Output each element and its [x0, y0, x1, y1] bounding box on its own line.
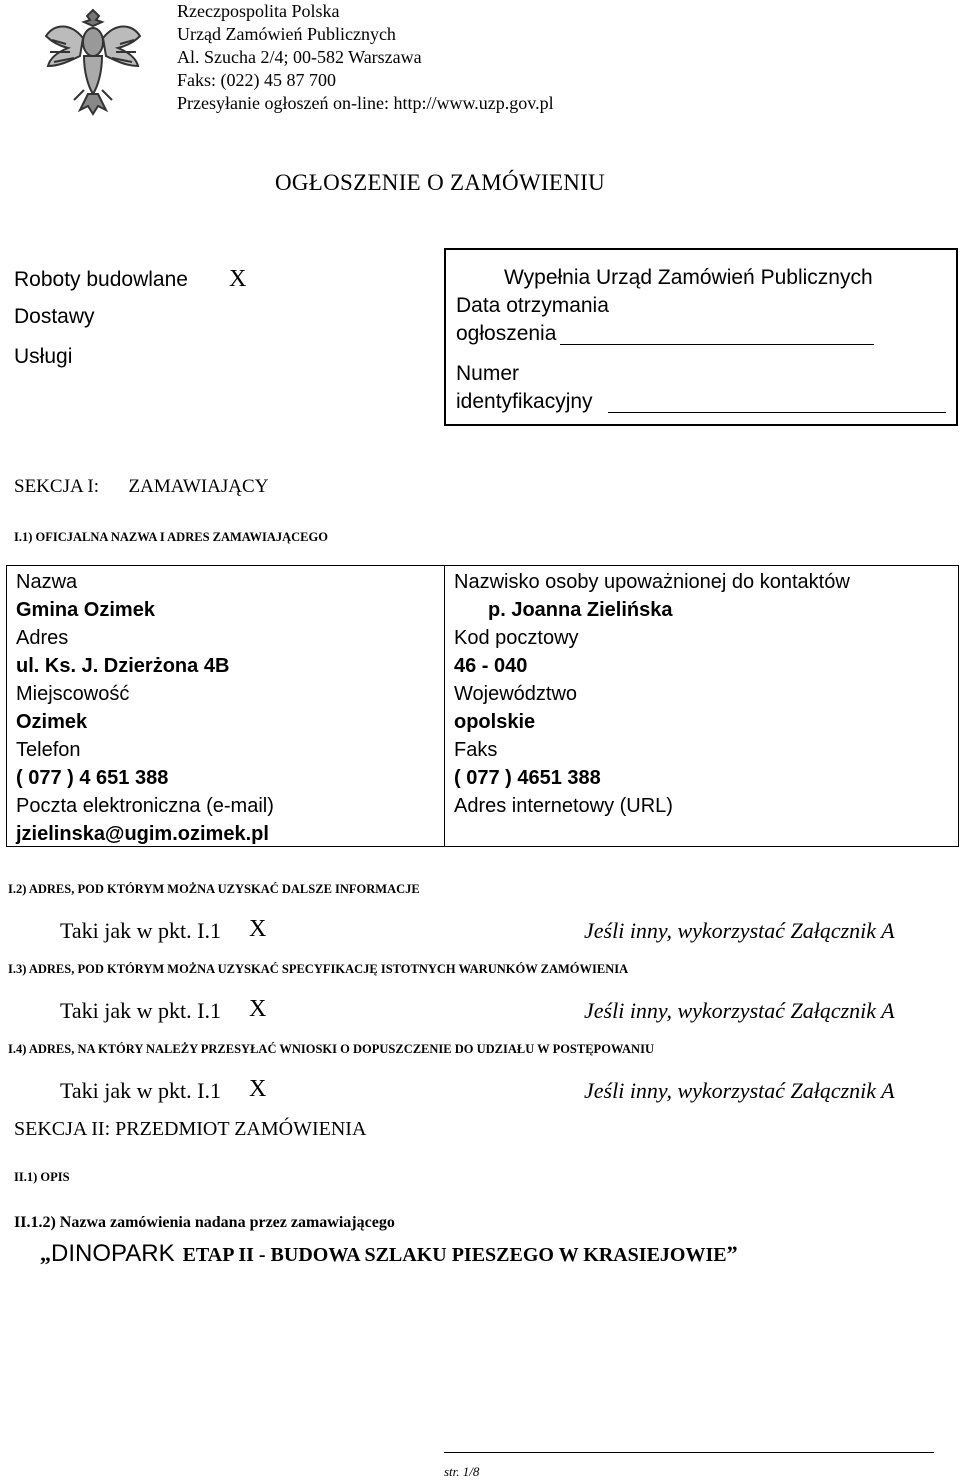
- header-line-online: Przesyłanie ogłoszeń on-line: http://www.uzp.gov.pl: [177, 93, 554, 113]
- section-i1-heading: I.1) OFICJALNA NAZWA I ADRES ZAMAWIAJĄCEGO: [14, 530, 328, 544]
- section-1-title: ZAMAWIAJĄCY: [128, 476, 269, 497]
- i4-same-as-label: Taki jak w pkt. I.1: [60, 1078, 221, 1103]
- contract-name: [40, 1240, 738, 1268]
- header-line-country: Rzeczpospolita Polska: [177, 1, 340, 21]
- contact-person-value: p. Joanna Zielińska: [488, 599, 673, 621]
- contract-type-selected-mark: X: [229, 266, 247, 292]
- i2-same-as-label: Taki jak w pkt. I.1: [60, 918, 221, 943]
- section-i2-heading: I.2) ADRES, POD KTÓRYM MOŻNA UZYSKAĆ DALSZE INFORMACJE: [8, 882, 420, 896]
- page-number: str. 1/8: [444, 1464, 480, 1479]
- province-value: opolskie: [454, 711, 536, 733]
- section-2-heading: SEKCJA II: PRZEDMIOT ZAMÓWIENIA: [14, 1118, 367, 1140]
- postal-code-value: 46 - 040: [454, 655, 528, 677]
- contract-name-open-quote: „: [40, 1241, 51, 1266]
- fax-label: Faks: [454, 739, 498, 761]
- city-value: Ozimek: [16, 711, 88, 733]
- address-value: ul. Ks. J. Dzierżona 4B: [16, 655, 230, 677]
- address-label: Adres: [16, 627, 69, 649]
- postal-code-label: Kod pocztowy: [454, 627, 579, 649]
- section-i4-heading: I.4) ADRES, NA KTÓRY NALEŻY PRZESYŁAĆ WNIOSKI O DOPUSZCZENIE DO UDZIAŁU W POSTĘPOWANIU: [8, 1042, 654, 1056]
- contract-name-part2: ETAP II - BUDOWA SZLAKU PIESZEGO W KRASIEJOWIE: [182, 1244, 727, 1266]
- contact-person-label: Nazwisko osoby upoważnionej do kontaktów: [454, 571, 850, 593]
- name-label: Nazwa: [16, 571, 78, 593]
- email-value: jzielinska@ugim.ozimek.pl: [16, 823, 269, 845]
- contract-name-close-quote: ”: [726, 1241, 738, 1266]
- name-value: Gmina Ozimek: [16, 599, 155, 621]
- identification-number-fill-line: [608, 412, 946, 413]
- i3-same-as-mark: X: [249, 996, 267, 1022]
- header-line-fax: Faks: (022) 45 87 700: [177, 70, 336, 90]
- section-1-prefix: SEKCJA I:: [14, 476, 99, 497]
- contract-type-supplies: Dostawy: [14, 305, 95, 328]
- phone-value: ( 077 ) 4 651 388: [16, 767, 169, 789]
- i2-otherwise-note: Jeśli inny, wykorzystać Załącznik A: [584, 918, 895, 943]
- province-label: Województwo: [454, 683, 578, 705]
- received-date-label: Data otrzymania: [456, 294, 609, 317]
- city-label: Miejscowość: [16, 683, 130, 705]
- section-ii12-heading: II.1.2) Nazwa zamówienia nadana przez zamawiającego: [14, 1214, 395, 1231]
- contact-box-divider: [444, 565, 445, 847]
- fax-value: ( 077 ) 4651 388: [454, 767, 601, 789]
- section-ii1-heading: II.1) OPIS: [14, 1170, 70, 1184]
- i3-same-as-label: Taki jak w pkt. I.1: [60, 998, 221, 1023]
- identification-number-label-2: identyfikacyjny: [456, 390, 593, 413]
- polish-eagle-emblem-icon: [40, 2, 146, 120]
- contract-type-works: Roboty budowlane: [14, 268, 188, 291]
- i2-same-as-mark: X: [249, 916, 267, 942]
- phone-label: Telefon: [16, 739, 81, 761]
- url-label: Adres internetowy (URL): [454, 795, 673, 817]
- i4-otherwise-note: Jeśli inny, wykorzystać Załącznik A: [584, 1078, 895, 1103]
- contract-name-part1: DINOPARK: [51, 1240, 175, 1267]
- received-date-fill-line: [560, 344, 874, 345]
- header-line-address: Al. Szucha 2/4; 00-582 Warszawa: [177, 47, 422, 67]
- i4-same-as-mark: X: [249, 1076, 267, 1102]
- footer-rule: [444, 1452, 934, 1453]
- uzp-box-heading: Wypełnia Urząd Zamówień Publicznych: [504, 266, 873, 289]
- received-date-label-2: ogłoszenia: [456, 322, 557, 345]
- uzp-registration-box: [444, 248, 958, 426]
- header-line-office: Urząd Zamówień Publicznych: [177, 24, 396, 44]
- contract-type-services: Usługi: [14, 345, 73, 368]
- identification-number-label: Numer: [456, 362, 520, 385]
- document-title: OGŁOSZENIE O ZAMÓWIENIU: [274, 170, 606, 195]
- i3-otherwise-note: Jeśli inny, wykorzystać Załącznik A: [584, 998, 895, 1023]
- section-1-heading: [14, 476, 268, 498]
- email-label: Poczta elektroniczna (e-mail): [16, 795, 274, 817]
- section-i3-heading: I.3) ADRES, POD KTÓRYM MOŻNA UZYSKAĆ SPECYFIKACJĘ ISTOTNYCH WARUNKÓW ZAMÓWIENIA: [8, 962, 629, 976]
